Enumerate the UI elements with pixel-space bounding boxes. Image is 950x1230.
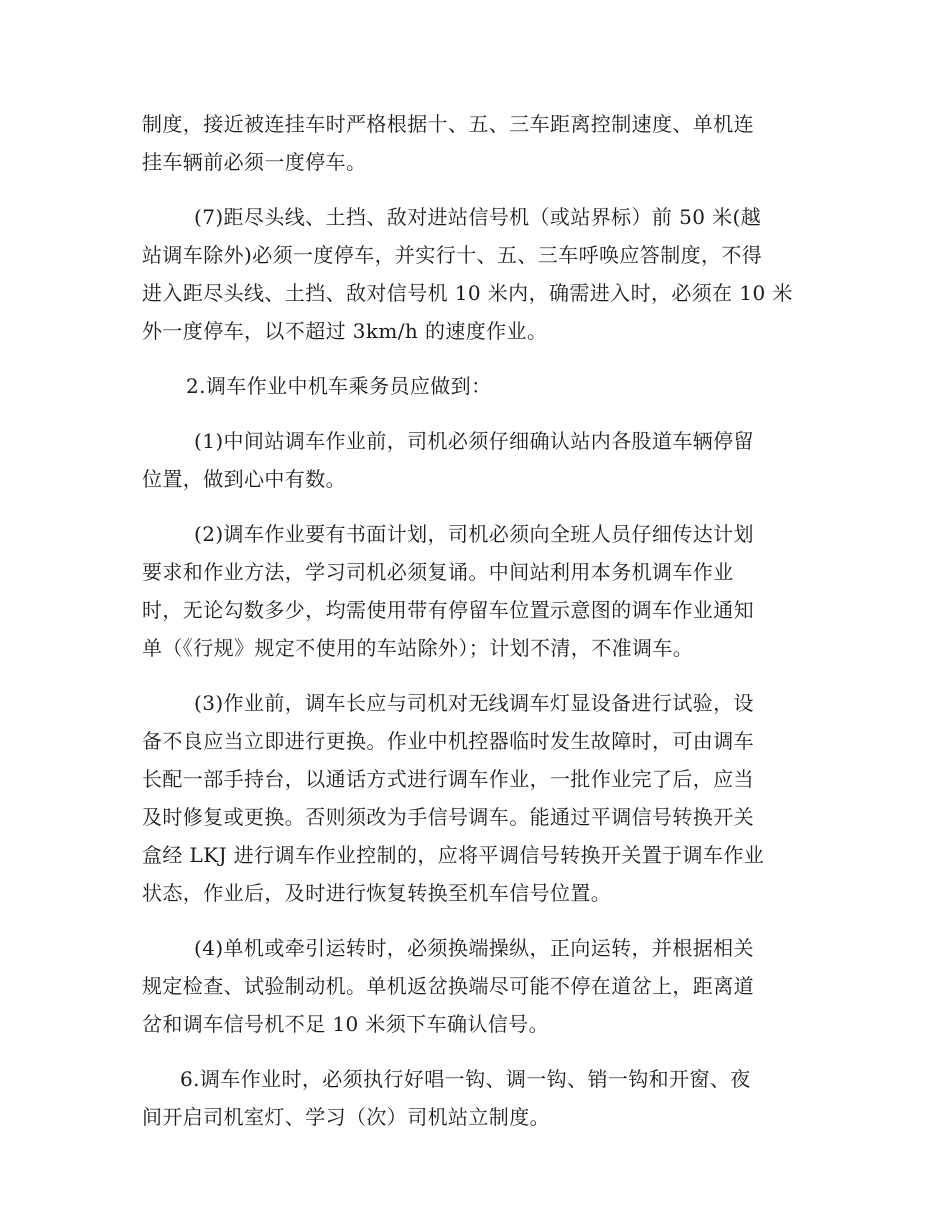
text-line: 挂车辆前必须一度停车。	[142, 150, 367, 174]
text-line: 长配一部手持台，以通话方式进行调车作业，一批作业完了后，应当	[142, 767, 754, 791]
text-line: 盒经 LKJ 进行调车作业控制的，应将平调信号转换开关置于调车作业	[142, 843, 765, 867]
text-line: 时，无论勾数多少，均需使用带有停留车位置示意图的调车作业通知	[142, 598, 754, 622]
text-line: 及时修复或更换。否则须改为手信号调车。能通过平调信号转换开关	[142, 805, 754, 829]
text-line: 2.调车作业中机车乘务员应做到：	[186, 374, 492, 398]
section-heading-2	[142, 367, 814, 405]
text-line: 站调车除外)必须一度停车，并实行十、五、三车呼唤应答制度，不得	[142, 243, 763, 267]
text-line: (2)调车作业要有书面计划，司机必须向全班人员仔细传达计划	[194, 522, 754, 546]
paragraph-item-2	[142, 515, 814, 667]
text-line: 状态，作业后，及时进行恢复转换至机车信号位置。	[142, 881, 612, 905]
text-line: (1)中间站调车作业前，司机必须仔细确认站内各股道车辆停留	[194, 429, 754, 453]
text-line: 规定检查、试验制动机。单机返岔换端尽可能不停在道岔上，距离道	[142, 974, 754, 998]
text-line: 岔和调车信号机不足 10 米须下车确认信号。	[142, 1012, 549, 1036]
text-line: (7)距尽头线、土挡、敌对进站信号机（或站界标）前 50 米(越	[194, 205, 762, 229]
text-line: 外一度停车，以不超过 3km/h 的速度作业。	[142, 319, 548, 343]
paragraph-continuation	[142, 105, 814, 181]
paragraph-item-7	[142, 198, 814, 350]
paragraph-item-4	[142, 929, 814, 1043]
text-line: 备不良应当立即进行更换。作业中机控器临时发生故障时，可由调车	[142, 729, 754, 753]
paragraph-item-1	[142, 422, 814, 498]
text-line: 间开启司机室灯、学习（次）司机站立制度。	[142, 1105, 550, 1129]
text-line: 要求和作业方法，学习司机必须复诵。中间站利用本务机调车作业	[142, 560, 734, 584]
text-line: 单（《行规》规定不使用的车站除外）；计划不清，不准调车。	[142, 636, 694, 660]
text-line: (3)作业前，调车长应与司机对无线调车灯显设备进行试验，设	[194, 691, 754, 715]
text-line: (4)单机或牵引运转时，必须换端操纵，正向运转，并根据相关	[194, 936, 754, 960]
text-line: 制度，接近被连挂车时严格根据十、五、三车距离控制速度、单机连	[142, 112, 754, 136]
text-line: 6.调车作业时，必须执行好唱一钩、调一钩、销一钩和开窗、夜	[180, 1067, 751, 1091]
paragraph-item-3	[142, 684, 814, 912]
section-heading-6	[142, 1060, 814, 1136]
text-line: 进入距尽头线、土挡、敌对信号机 10 米内，确需进入时，必须在 10 米	[142, 281, 793, 305]
document-page	[142, 105, 814, 1153]
text-line: 位置，做到心中有数。	[142, 467, 346, 491]
